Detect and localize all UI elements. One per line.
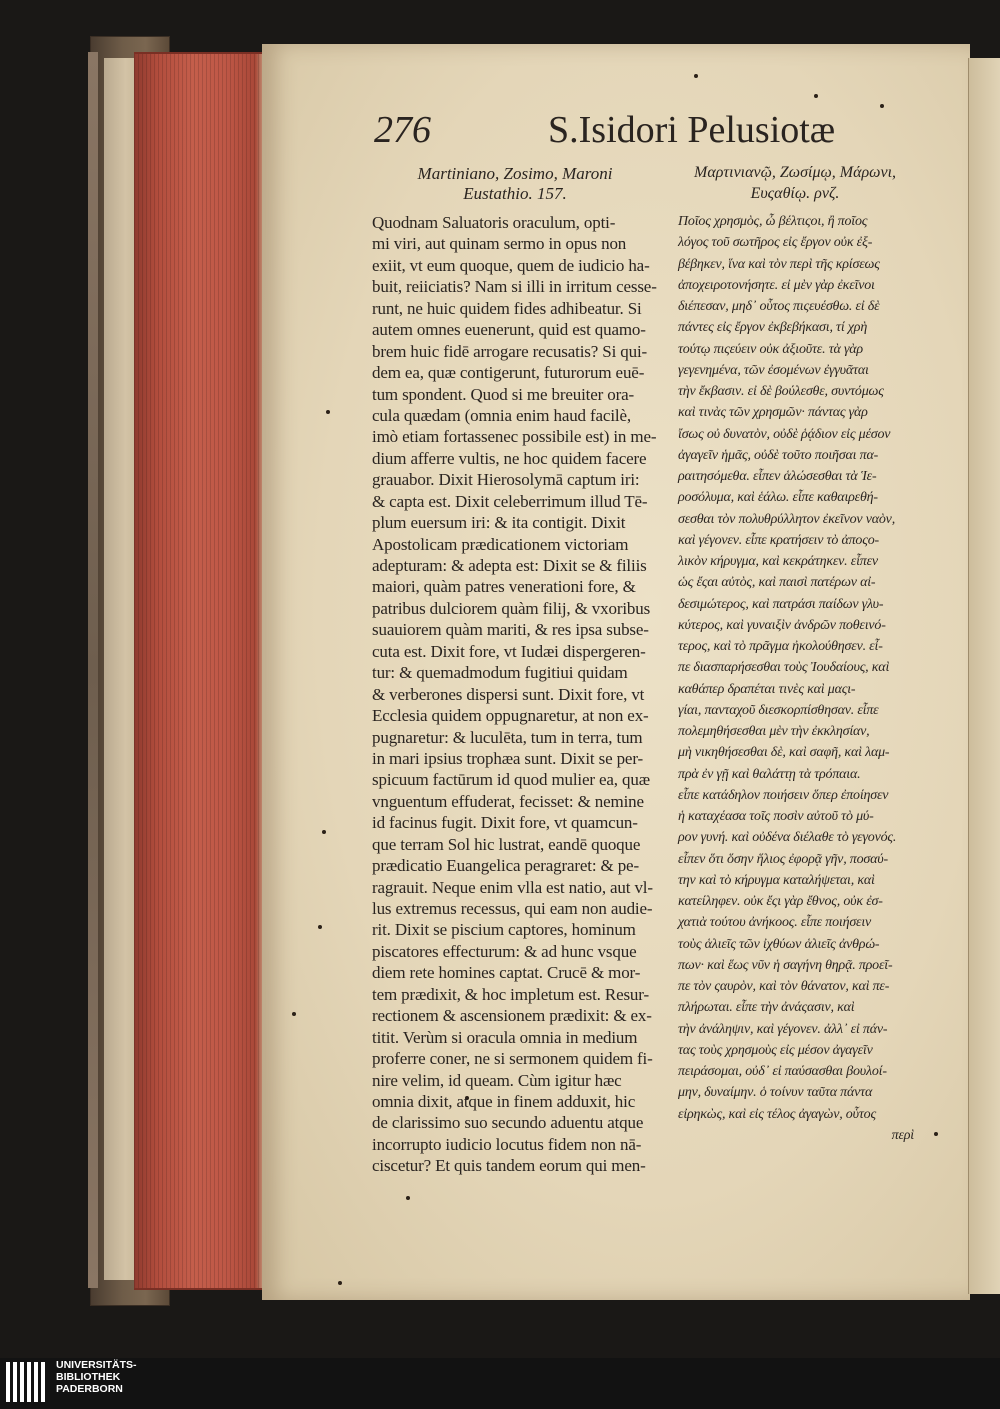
greek-text-line: καὶ γέγονεν. εἶπε κρατήσειν τὸ ἀποςο-	[678, 532, 879, 548]
greek-text-line: λικὸν κήρυγμα, καὶ κεκράτηκεν. εἶπεν	[678, 554, 878, 569]
red-page-edges	[134, 52, 266, 1290]
latin-text-line: brem huic fidē arrogare recusatis? Si qui-	[372, 341, 648, 361]
latin-text-line: de clarissimo suo secundo aduentu atque	[372, 1113, 644, 1133]
greek-text-line: τούτῳ πιςεύειν οὐκ ἀξιοῦτε. τὰ γὰρ	[678, 341, 863, 357]
greek-text-line: περὶ	[891, 1127, 914, 1143]
greek-text-line: ρον γυνή. καὶ οὐδένα διέλαθε τὸ γεγονός.	[678, 830, 897, 846]
latin-text-line: que terram Sol hic lustrat, eandē quoque	[372, 834, 641, 854]
latin-text-line: vnguentum effuderat, fecisset: & nemine	[372, 791, 644, 811]
latin-text-line: titit. Verùm si oracula omnia in medium	[372, 1027, 638, 1047]
greek-text-line: πρὰ ἐν γῇ καὶ θαλάττῃ τὰ τρόπαια.	[678, 766, 861, 782]
latin-text-column	[372, 212, 670, 1177]
greek-text-line: κατείληφεν. οὐκ ἔςι γὰρ ἔθνος, οὐκ ἐσ-	[678, 894, 883, 909]
greek-text-line: ἀγαγεῖν ἡμᾶς, οὐδὲ τοῦτο ποιῆσαι πα-	[678, 447, 879, 463]
library-logo-text	[56, 1359, 137, 1395]
latin-text-line: & capta est. Dixit celeberrimum illud Tē-	[372, 491, 648, 511]
greek-text-line: γεγενημένα, τῶν ἐσομένων ἐγγυᾶται	[678, 362, 869, 378]
latin-text-line: rectionem & ascensionem prædixit: & ex-	[372, 1006, 652, 1026]
latin-text-line: cula quædam (omnia enim haud facilè,	[372, 405, 631, 425]
greek-text-line: κύτερος, καὶ γυναιξὶν ἀνδρῶν ποθεινό-	[678, 617, 886, 633]
latin-text-line: incorrupto iudicio locutus fidem non nā-	[372, 1134, 642, 1154]
latin-text-line: dium afferre vultis, ne hoc quidem facere	[372, 448, 647, 468]
latin-heading-line: Eustathio. 157.	[463, 184, 567, 203]
greek-text-line: καὶ τινὰς τῶν χρησμῶν· πάντας γὰρ	[678, 405, 868, 421]
latin-text-line: ragrauit. Neque enim vlla est natio, aut vl-	[372, 877, 653, 897]
latin-text-line: adepturam: & adepta est: Dixit se & filiis	[372, 556, 647, 575]
latin-text-line: id facinus fugit. Dixit fore, vt quamcun-	[372, 813, 638, 833]
latin-text-line: prædicatio Euangelica peragraret: & pe-	[372, 856, 639, 876]
greek-text-line: εἶπεν ὅτι ὅσην ἥλιος ἐφορᾷ γῆν, ποσαύ-	[678, 851, 888, 867]
greek-text-line: ἴσως οὐ δυνατὸν, οὐδὲ ῥᾴδιον εἰς μέσον	[678, 426, 891, 442]
ink-speck	[338, 1281, 342, 1285]
greek-text-line: καθάπερ δραπέται τινὲς καὶ μαςι-	[678, 681, 856, 697]
latin-letter-heading	[370, 164, 660, 204]
greek-text-line: τερος, καὶ τὸ πρᾶγμα ἠκολούθησεν. εἶ-	[678, 639, 883, 654]
latin-text-line: Ecclesia quidem oppugnaretur, at non ex-	[372, 706, 649, 726]
greek-text-line: πων· καὶ ἕως νῦν ἡ σαγήνη θηρᾷ. προεῖ-	[678, 957, 893, 973]
latin-text-line: buit, reiiciatis? Nam si illi in irritum cesse-	[372, 277, 657, 297]
ink-speck	[318, 925, 322, 929]
latin-text-line: pugnaretur: & luculēta, tum in terra, tum	[372, 727, 643, 747]
latin-text-line: imò etiam fortassenec possibile est) in me-	[372, 427, 657, 447]
ink-speck	[880, 104, 884, 108]
greek-text-line: λόγος τοῦ σωτῆρος εἰς ἔργον οὐκ ἐξ-	[678, 235, 873, 251]
latin-text-line: Apostolicam prædicationem victoriam	[372, 534, 629, 554]
page-number: 276	[374, 109, 431, 151]
greek-heading-line: Μαρτινιανῷ, Ζωσίμῳ, Μάρωνι,	[693, 164, 897, 181]
ink-speck	[292, 1012, 296, 1016]
latin-text-line: plum euersum iri: & ita contigit. Dixit	[372, 513, 626, 533]
latin-text-line: in mari ipsius trophæa sunt. Dixit se per-	[372, 748, 643, 768]
latin-text-line: lus extremus recessus, qui eam non audie-	[372, 899, 653, 918]
ink-speck	[322, 830, 326, 834]
greek-text-line: βέβηκεν, ἵνα καὶ τὸν περὶ τῆς κρίσεως	[678, 256, 880, 272]
latin-text-line: spicuum factūrum id quod mulier ea, quæ	[372, 770, 650, 790]
library-logo-icon	[6, 1360, 50, 1409]
greek-text-line: δεσιμώτερος, καὶ πατράσι παίδων γλυ-	[678, 596, 884, 612]
cover-edge	[88, 52, 98, 1288]
greek-text-line: μην, δυναίμην. ὁ τοίνυν ταῦτα πάντα	[678, 1085, 873, 1101]
greek-text-line: γίαι, πανταχοῦ διεσκορπίσθησαν. εἶπε	[678, 702, 879, 718]
greek-text-line: εἶπε κατάδηλον ποιήσειν ὅπερ ἐποίησεν	[678, 787, 889, 803]
latin-text-line: grauabor. Dixit Hierosolymā captum iri:	[372, 470, 640, 490]
greek-text-column	[678, 211, 914, 1146]
latin-heading-line: Martiniano, Zosimo, Maroni	[417, 164, 613, 183]
greek-text-line: ραιτησόμεθα. εἶπεν ἁλώσεσθαι τὰ Ἱε-	[678, 469, 877, 484]
facing-page-edge	[968, 58, 1000, 1294]
latin-text-line: rit. Dixit se piscium captores, hominum	[372, 920, 636, 940]
latin-text-line: dem ea, quæ contigerunt, futurorum euē-	[372, 363, 645, 383]
running-head: S.Isidori Pelusiotæ	[548, 109, 836, 151]
greek-text-line: πε διασπαρήσεσθαι τοὺς Ἰουδαίους, καὶ	[678, 660, 890, 676]
latin-text-line: autem omnes euenerunt, quid est quamo-	[372, 320, 646, 340]
greek-text-line: σεσθαι τὸν πολυθρύλλητον ἐκεῖνον ναὸν,	[678, 511, 895, 527]
latin-text-line: piscatores effecturum: & ad hunc vsque	[372, 941, 637, 961]
greek-text-line: ἀποχειροτονήσητε. εἰ μὲν γὰρ ἐκεῖνοι	[678, 277, 875, 293]
latin-text-line: nire velim, id queam. Cùm igitur hæc	[372, 1070, 622, 1090]
greek-text-line: ὡς ἔςαι αὐτὸς, καὶ παισὶ πατέρων αἰ-	[678, 575, 876, 591]
greek-text-line: χατιὰ τούτου ἀνήκοος. εἶπε ποιήσειν	[678, 915, 872, 931]
ink-speck	[934, 1132, 938, 1136]
latin-text-line: ciscetur? Et quis tandem eorum qui men-	[372, 1156, 646, 1176]
greek-text-line: διέπεσαν, μηδ᾽ οὗτος πιςευέσθω. εἰ δὲ	[678, 299, 880, 314]
ink-speck	[406, 1196, 410, 1200]
greek-text-line: εἰρηκὼς, καὶ εἰς τέλος ἀγαγὼν, οὗτος	[678, 1106, 876, 1122]
greek-text-line: ἡ καταχέασα τοῖς ποσὶν αὐτοῦ τὸ μύ-	[678, 809, 874, 824]
latin-text-line: & verberones dispersi sunt. Dixit fore, vt	[372, 684, 645, 704]
latin-text-line: tur: & quemadmodum fugitiui quidam	[372, 663, 628, 683]
greek-text-line: τας τοὺς χρησμοὺς εἰς μέσον ἀγαγεῖν	[678, 1042, 873, 1058]
greek-text-line: την καὶ τὸ κήρυγμα καταλήψεται, καὶ	[678, 872, 875, 888]
latin-text-line: maiori, quàm patres venerationi fore, &	[372, 577, 636, 597]
greek-text-line: πε τὸν ςαυρὸν, καὶ τὸν θάνατον, καὶ πε-	[678, 979, 890, 994]
greek-text-line: τὴν ἀνάληψιν, καὶ γέγονεν. ἀλλ᾽ εἰ πάν-	[678, 1021, 888, 1037]
greek-letter-heading	[672, 162, 918, 204]
greek-text-line: τὴν ἔκβασιν. εἰ δὲ βούλεσθε, συντόμως	[678, 384, 884, 399]
greek-text-line: πλήρωται. εἶπε τὴν ἀνάςασιν, καὶ	[678, 1000, 855, 1016]
latin-text-line: diem rete homines captat. Crucē & mor-	[372, 963, 641, 983]
logo-line: PADERBORN	[56, 1383, 123, 1395]
greek-text-line: τοὺς ἁλιεῖς τῶν ἰχθύων ἁλιεῖς ἀνθρώ-	[678, 936, 880, 952]
latin-text-line: tem prædixit, & hoc impletum est. Resur-	[372, 984, 649, 1004]
latin-text-line: patribus dulciorem quàm filij, & vxoribus	[372, 598, 651, 618]
ink-speck	[814, 94, 818, 98]
greek-text-line: ροσόλυμα, καὶ ἑάλω. εἶπε καθαιρεθή-	[678, 490, 878, 506]
latin-text-line: suauiorem quàm mariti, & res ipsa subse-	[372, 620, 649, 640]
greek-heading-line: Ευςαθίῳ. ρνζ.	[750, 185, 840, 202]
latin-text-line: proferre coner, ne si sermonem quidem fi-	[372, 1049, 653, 1069]
latin-text-line: cuta est. Dixit fore, vt Iudæi dispergeren-	[372, 641, 646, 661]
footer-bar	[0, 1358, 1000, 1407]
greek-text-line: πάντες εἰς ἔργον ἐκβεβήκασι, τί χρὴ	[678, 320, 868, 336]
latin-text-line: Quodnam Saluatoris oraculum, opti-	[372, 213, 616, 232]
logo-line: UNIVERSITÄTS-	[56, 1359, 137, 1371]
logo-line: BIBLIOTHEK	[56, 1371, 121, 1383]
greek-text-line: πολεμηθήσεσθαι μὲν τὴν ἐκκλησίαν,	[678, 724, 870, 739]
greek-text-line: Ποῖος χρησμὸς, ὦ βέλτιςοι, ἢ ποῖος	[678, 214, 868, 229]
latin-text-line: runt, ne huic quidem fides adhibeatur. Si	[372, 298, 642, 318]
latin-text-line: tum spondent. Quod si me breuiter ora-	[372, 384, 634, 404]
ink-speck	[326, 410, 330, 414]
latin-text-line: mi viri, aut quinam sermo in opus non	[372, 234, 627, 254]
greek-text-line: πειράσομαι, οὐδ᾽ εἰ παύσασθαι βουλοί-	[678, 1064, 887, 1079]
ink-speck	[694, 74, 698, 78]
greek-text-line: μὴ νικηθήσεσθαι δὲ, καὶ σαφῆ, καὶ λαμ-	[678, 745, 890, 761]
latin-text-line: omnia dixit, atque in finem adduxit, hic	[372, 1091, 636, 1111]
latin-text-line: exiit, vt eum quoque, quem de iudicio ha-	[372, 255, 650, 275]
